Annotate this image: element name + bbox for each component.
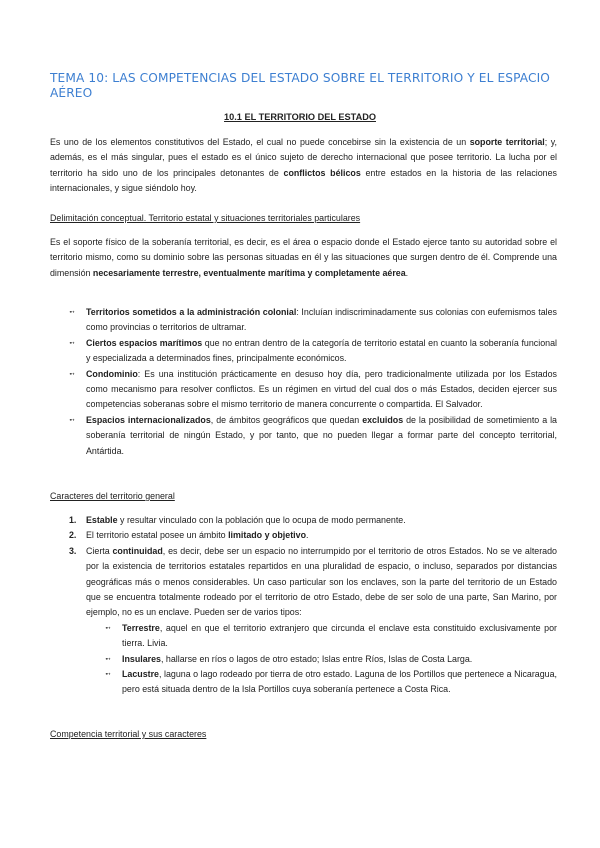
list-item: [86, 652, 557, 667]
intro-text-1: Es uno de los elementos constitutivos del Estado, el cual no puede concebirse sin la existencia de un: [50, 137, 470, 147]
item-text: , laguna o lago rodeado por tierra de otro estado. Laguna de los Portillos que pertenece a Nicaragua, pero está situada dentro de la Isla Portillos cuya soberanía pertenece a Costa Rica.: [122, 669, 557, 695]
list-item: [86, 621, 557, 652]
item-term-2: excluidos: [362, 414, 404, 425]
item-term: Ciertos espacios marítimos: [86, 337, 203, 348]
item-text-2: de la posibilidad de sometimiento a la soberanía territorial de ningún Estado, y por tanto, que no pueden llegar a formar parte del concepto territorial, Antártida.: [86, 414, 557, 456]
item-text: que no entran dentro de la categoría de territorio estatal en cuanto la soberanía funcional y especializada a determinados fines, principalmente económicos.: [86, 337, 557, 364]
situations-list: [50, 305, 557, 459]
definition-bold: necesariamente terrestre, eventualmente marítima y completamente aérea: [92, 267, 406, 278]
item-term: continuidad: [112, 545, 163, 556]
list-item: [50, 305, 557, 336]
item-text: , aquel en que el territorio extranjero que circunda el enclave esta constituido exclusivamente por tierra. Livia.: [122, 622, 557, 649]
item-term: Insulares: [122, 653, 161, 664]
arrow-bullet-icon: ➻: [69, 309, 75, 316]
list-item: [50, 528, 557, 543]
definition-text-2: .: [405, 267, 409, 278]
intro-bold-2: conflictos bélicos: [283, 167, 361, 178]
item-text: , hallarse en ríos o lagos de otro estado; Islas entre Ríos, Islas de Costa Larga.: [160, 653, 473, 664]
subheading-competencia: Competencia territorial y sus caracteres: [50, 729, 207, 739]
subheading-caracteres: Caracteres del territorio general: [50, 491, 175, 501]
arrow-bullet-icon: ➻: [69, 416, 75, 424]
definition-paragraph: [50, 235, 557, 281]
item-text-lead: Cierta: [86, 545, 113, 556]
item-term: Territorios sometidos a la administración colonial: [86, 307, 297, 317]
section-heading: 10.1 EL TERRITORIO DEL ESTADO: [224, 112, 376, 122]
item-text-lead: El territorio estatal posee un ámbito: [86, 530, 229, 541]
item-term: Lacustre: [122, 669, 159, 680]
item-term: limitado y objetivo: [228, 530, 306, 541]
item-number: 2.: [69, 530, 77, 541]
subheading-delimitacion: Delimitación conceptual. Territorio estatal y situaciones territoriales particulares: [50, 213, 361, 223]
item-text: .: [306, 530, 309, 541]
item-text: , de ámbitos geográficos que quedan: [210, 414, 363, 425]
list-item: [50, 413, 557, 459]
arrow-bullet-icon: ➻: [69, 339, 75, 347]
item-text: y resultar vinculado con la población que lo ocupa de modo permanente.: [117, 515, 406, 525]
item-text: , es decir, debe ser un espacio no interrumpido por el territorio de otros Estados. No se ve alterado por la existencia de territorios estatales repartidos en una pluralidad de espacio, o incluso, separados por distancias geográficas más o menos considerables. Un caso particular son los enclaves, son la parte del territorio de un Estado que se encuentra totalmente rodeado por el territorio de otro Estado, debe de ser solo de una parte, San Marino, por ejemplo, no es un enclave. Pueden ser de varios tipos:: [86, 545, 557, 618]
item-term: Espacios internacionalizados: [86, 414, 211, 425]
arrow-bullet-icon: ➻: [105, 655, 111, 663]
item-text: : Es una institución prácticamente en desuso hoy día, pero tradicionalmente utilizada por los Estados como mecanismo para resolver conflictos. Es un régimen en virtud del cual dos o más Estados, deciden ejercer sus competencias soberanas sobre el mismo territorio de manera concurrente o compartida. El Salvador.: [86, 368, 557, 410]
list-item: [50, 367, 557, 413]
list-item: [50, 336, 557, 367]
intro-text-3: entre estados en la historia de las relaciones internacionales, y sigue siéndolo hoy.: [50, 167, 557, 194]
item-term: Estable: [86, 515, 118, 525]
document-title: TEMA 10: LAS COMPETENCIAS DEL ESTADO SOBRE EL TERRITORIO Y EL ESPACIO AÉREO: [50, 71, 550, 100]
item-text: : Incluían indiscriminadamente sus colonias con eufemismos tales como provincias o territorios de ultramar.: [86, 307, 557, 333]
list-item: [50, 513, 557, 528]
characteristics-list: [50, 513, 557, 698]
item-number: 3.: [69, 545, 77, 556]
item-term: Condominio: [86, 368, 138, 379]
intro-paragraph: [50, 135, 557, 197]
intro-bold-1: soporte territorial: [469, 137, 545, 147]
list-item: [86, 667, 557, 698]
item-number: 1.: [69, 515, 77, 525]
definition-text-1: Es el soporte físico de la soberanía territorial, es decir, es el área o espacio donde el Estado ejerce tanto su autoridad sobre el territorio mismo, como su dominio sobre las personas situadas en él y las situaciones que surgen dentro de él. Comprende una dimensión: [50, 237, 557, 278]
enclave-types-list: [86, 621, 557, 698]
item-term: Terrestre: [122, 622, 160, 633]
intro-text-2: ; y, además, es el más singular, pues el estado es el único sujeto de derecho internacional que posee territorio. La lucha por el territorio ha sido uno de los principales detonantes de: [50, 137, 557, 178]
arrow-bullet-icon: ➻: [105, 671, 111, 679]
list-item: [50, 544, 557, 698]
arrow-bullet-icon: ➻: [105, 624, 111, 632]
arrow-bullet-icon: ➻: [69, 370, 75, 378]
